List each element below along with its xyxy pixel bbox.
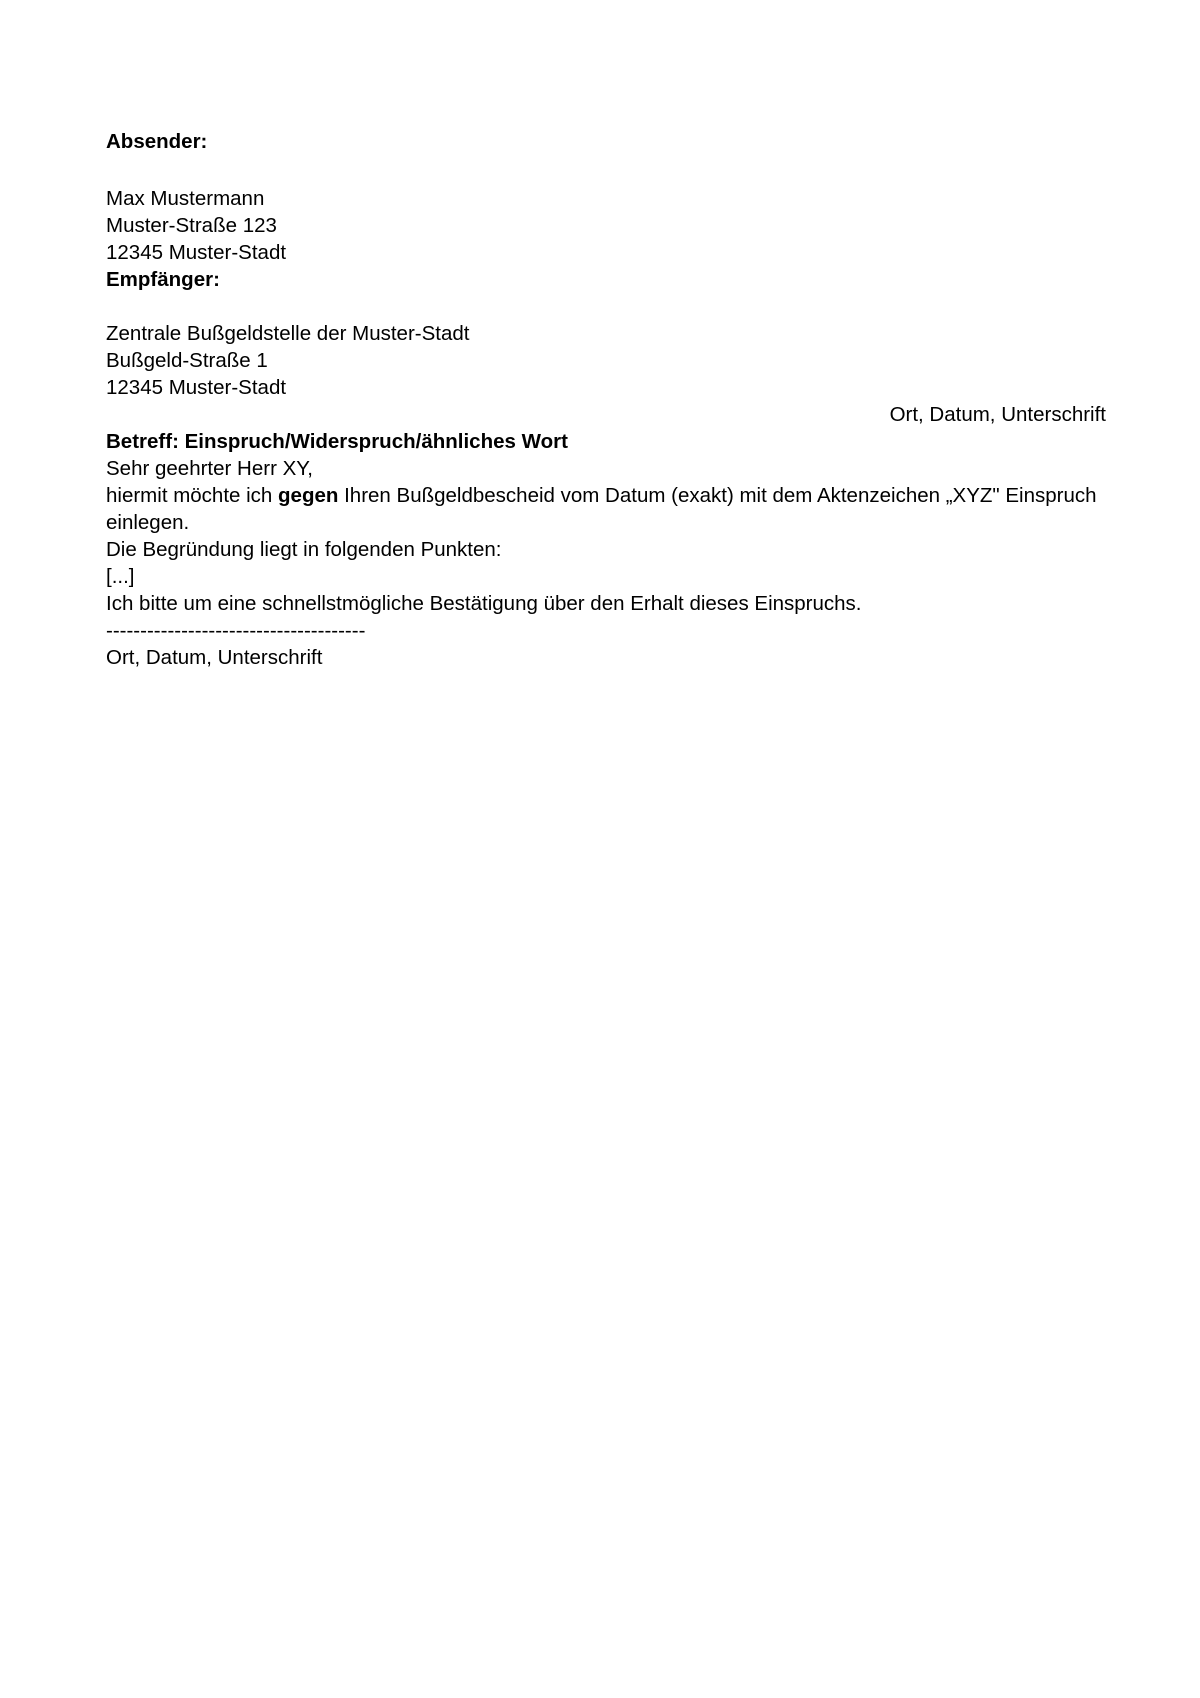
recipient-name: Zentrale Bußgeldstelle der Muster-Stadt [106,322,470,345]
sender-label: Absender: [106,130,208,153]
body-paragraph-1-pre: hiermit möchte ich [106,484,279,507]
body-paragraph-1-emphasis: gegen [278,484,339,507]
date-signature-right: Ort, Datum, Unterschrift [889,403,1106,426]
body-paragraph-2: Die Begründung liegt in folgenden Punkten: [106,538,502,561]
body-paragraph-3: Ich bitte um eine schnellstmögliche Bestätigung über den Erhalt dieses Einspruchs. [106,592,862,615]
salutation: Sehr geehrter Herr XY, [106,457,314,480]
recipient-label: Empfänger: [106,268,220,291]
recipient-street: Bußgeld-Straße 1 [106,349,268,372]
sender-address [106,185,1106,266]
body-paragraph-1-post: Ihren Bußgeldbescheid vom Datum (exakt) mit dem Aktenzeichen „XYZ" Einspruch einlegen. [106,484,1097,534]
body-paragraph-1 [106,482,1106,536]
subject-line: Betreff: Einspruch/Widerspruch/ähnliches Wort [106,430,568,453]
signature-caption: Ort, Datum, Unterschrift [106,646,323,669]
recipient-city: 12345 Muster-Stadt [106,376,287,399]
placeholder-brackets: [...] [106,565,135,588]
sender-street: Muster-Straße 123 [106,214,277,237]
signature-divider: -------------------------------------- [106,619,366,642]
recipient-address [106,320,1106,401]
sender-city: 12345 Muster-Stadt [106,241,287,264]
sender-name: Max Mustermann [106,187,265,210]
